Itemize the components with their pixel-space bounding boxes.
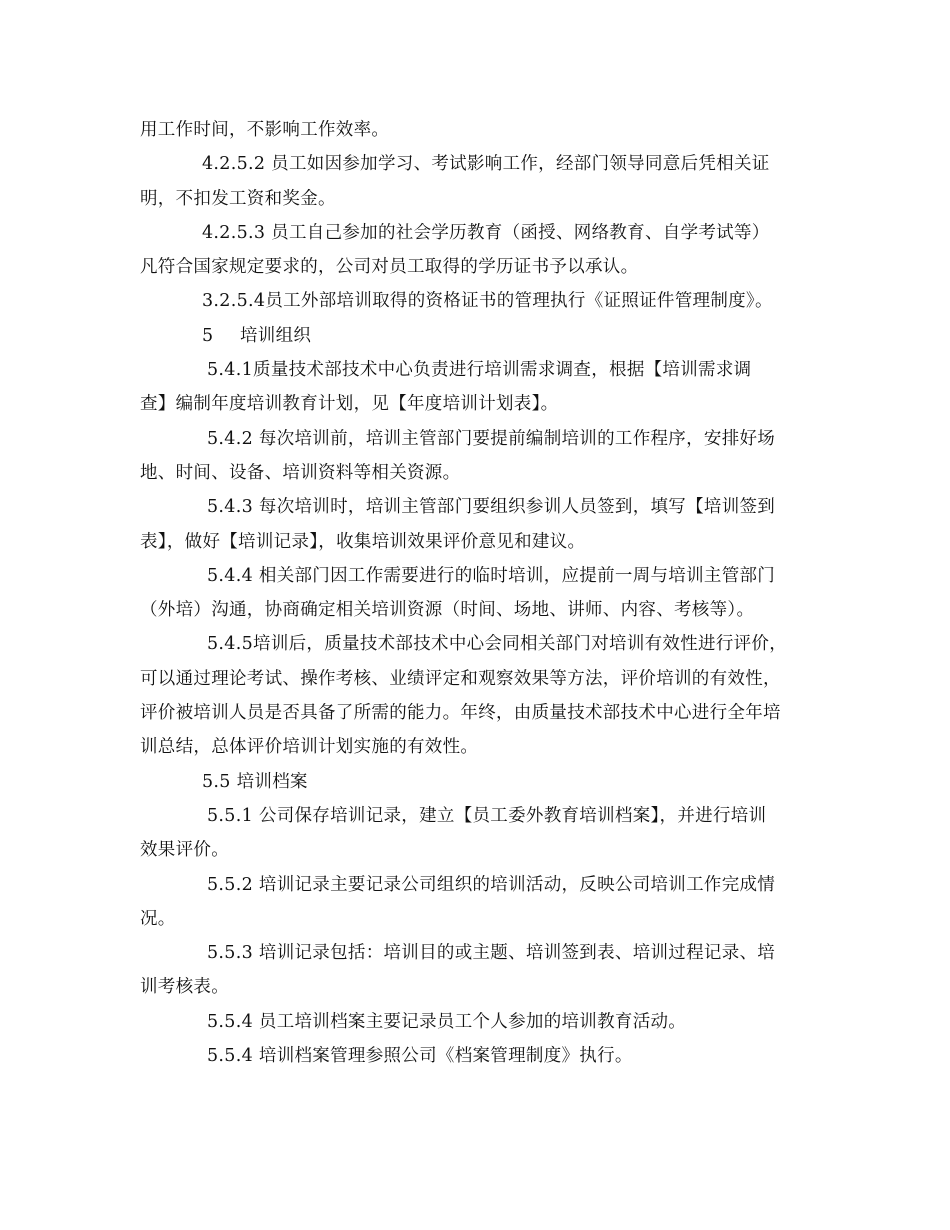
clause-5-5-4-a: 5.5.4 员工培训档案主要记录员工个人参加的培训教育活动。 bbox=[207, 1011, 687, 1032]
clause-5-4-3-line-1: 5.4.3 每次培训时，培训主管部门要组织参训人员签到，填写【培训签到 bbox=[207, 497, 776, 518]
text-line: 用工作时间，不影响工作效率。 bbox=[140, 120, 390, 140]
clause-5-5-1-line-1: 5.5.1 公司保存培训记录，建立【员工委外教育培训档案】，并进行培训 bbox=[207, 805, 767, 826]
clause-3-2-5-4: 3.2.5.4员工外部培训取得的资格证书的管理执行《证照证件管理制度》。 bbox=[202, 291, 773, 312]
clause-5-4-2-line-1: 5.4.2 每次培训前，培训主管部门要提前编制培训的工作程序，安排好场 bbox=[207, 428, 776, 449]
clause-5-4-5-line-3: 评价被培训人员是否具备了所需的能力。年终，由质量技术部技术中心进行全年培 bbox=[140, 703, 781, 724]
clause-5-5-3-line-1: 5.5.3 培训记录包括：培训目的或主题、培训签到表、培训过程记录、培 bbox=[207, 943, 776, 964]
document-body bbox=[140, 113, 816, 1073]
clause-4-2-5-3-line-1: 4.2.5.3 员工自己参加的社会学历教育（函授、网络教育、自学考试等） bbox=[202, 222, 770, 243]
clause-4-2-5-3-line-2: 凡符合国家规定要求的，公司对员工取得的学历证书予以承认。 bbox=[140, 257, 639, 278]
section-5-5-heading: 5.5 培训档案 bbox=[202, 771, 308, 792]
clause-5-4-1-line-2: 查】编制年度培训教育计划，见【年度培训计划表】。 bbox=[140, 394, 559, 415]
clause-5-4-5-line-2: 可以通过理论考试、操作考核、业绩评定和观察效果等方法，评价培训的有效性， bbox=[140, 668, 781, 689]
section-5-title: 培训组织 bbox=[240, 325, 312, 346]
section-5-number: 5 bbox=[202, 325, 214, 346]
clause-5-4-4-line-1: 5.4.4 相关部门因工作需要进行的临时培训，应提前一周与培训主管部门 bbox=[207, 565, 776, 586]
clause-5-5-4-b: 5.5.4 培训档案管理参照公司《档案管理制度》执行。 bbox=[207, 1046, 633, 1067]
clause-5-5-2-line-1: 5.5.2 培训记录主要记录公司组织的培训活动，反映公司培训工作完成情 bbox=[207, 874, 776, 895]
clause-5-4-5-line-1: 5.4.5培训后，质量技术部技术中心会同相关部门对培训有效性进行评价， bbox=[207, 634, 788, 655]
clause-5-4-3-line-2: 表】，做好【培训记录】，收集培训效果评价意见和建议。 bbox=[140, 531, 586, 552]
clause-5-4-2-line-2: 地、时间、设备、培训资料等相关资源。 bbox=[140, 462, 461, 483]
clause-5-5-3-line-2: 训考核表。 bbox=[140, 977, 229, 998]
clause-5-4-5-line-4: 训总结，总体评价培训计划实施的有效性。 bbox=[140, 737, 479, 758]
clause-4-2-5-2-line-2: 明，不扣发工资和奖金。 bbox=[140, 188, 336, 209]
clause-5-4-1-line-1: 5.4.1质量技术部技术中心负责进行培训需求调查，根据【培训需求调 bbox=[207, 360, 752, 381]
clause-5-5-1-line-2: 效果评价。 bbox=[140, 840, 229, 861]
clause-5-5-2-line-2: 况。 bbox=[140, 908, 176, 929]
clause-4-2-5-2-line-1: 4.2.5.2 员工如因参加学习、考试影响工作，经部门领导同意后凭相关证 bbox=[202, 154, 770, 175]
clause-5-4-4-line-2: （外培）沟通，协商确定相关培训资源（时间、场地、讲师、内容、考核等）。 bbox=[140, 600, 755, 621]
section-5-heading bbox=[140, 319, 816, 353]
